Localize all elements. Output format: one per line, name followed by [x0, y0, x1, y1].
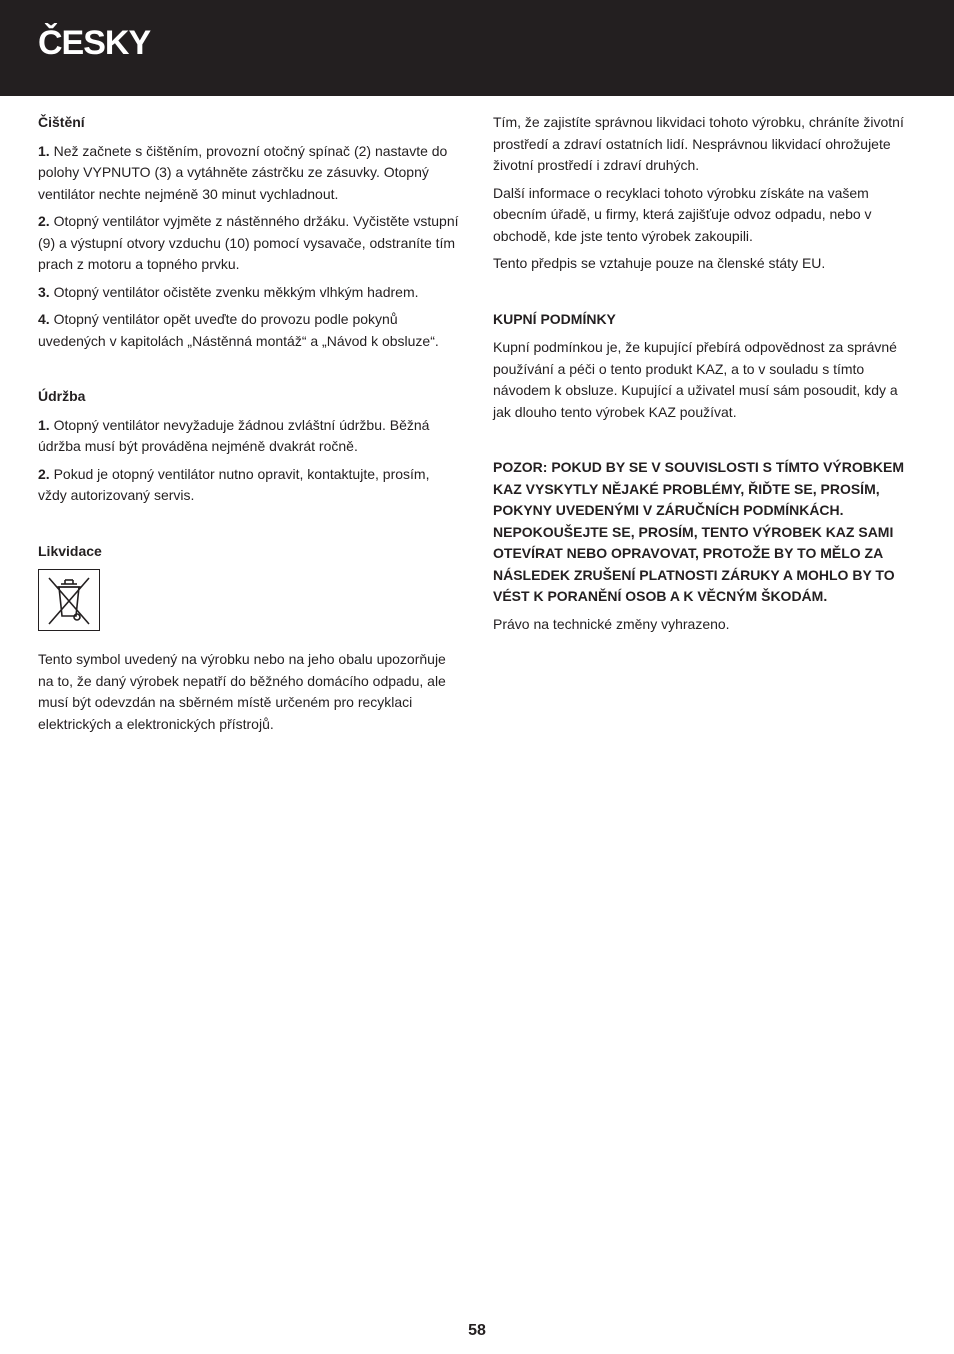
recycling-paragraph-2: Další informace o recyklaci tohoto výrobku získáte na vašem obecním úřadě, u firmy, která zajišťuje odvoz odpadu, nebo v obchodě, kde jste tento výrobek zakoupili. [493, 184, 872, 244]
step-number: 1. [38, 142, 50, 159]
step-number: 2. [38, 465, 50, 482]
step-number: 3. [38, 283, 50, 300]
page-header [0, 0, 954, 96]
maintenance-heading: Údržba [38, 388, 86, 404]
cleaning-step-3 [38, 282, 462, 304]
recycling-paragraph-3: Tento předpis se vztahuje pouze na členské státy EU. [493, 255, 826, 271]
step-text: Otopný ventilátor očistěte zvenku měkkým vlhkým hadrem. [49, 283, 419, 300]
maintenance-step-1 [38, 415, 462, 458]
cleaning-step-4 [38, 309, 462, 352]
recycling-paragraph-1: Tím, že zajistíte správnou likvidaci tohoto výrobku, chráníte životní prostředí a zdraví ostatních lidí. Nesprávnou likvidací ohrožujete životní prostředí i zdraví druhých. [493, 114, 904, 173]
purchase-terms-heading: KUPNÍ PODMÍNKY [493, 310, 616, 327]
cleaning-step-1 [38, 141, 462, 206]
maintenance-step-2 [38, 464, 462, 507]
cleaning-heading: Čištění [38, 114, 85, 130]
step-number: 4. [38, 311, 50, 327]
step-text: Otopný ventilátor opět uveďte do provozu podle pokynů uvedených v kapitolách „Nástěnná montáž“ a „Návod k obsluze“. [38, 311, 439, 349]
step-number: 2. [38, 213, 50, 229]
disposal-heading: Likvidace [38, 542, 102, 559]
technical-changes-note: Právo na technické změny vyhrazeno. [493, 615, 730, 632]
step-text: Otopný ventilátor vyjměte z nástěnného držáku. Vyčistěte vstupní (9) a výstupní otvory vzduchu (10) pomocí vysavače, odstraníte tím prach z motoru a topného prvku. [38, 213, 459, 272]
crossed-out-wheelie-bin-icon [38, 569, 100, 631]
cleaning-step-2 [38, 211, 462, 276]
page-title: ČESKY [38, 24, 151, 62]
left-column [38, 112, 462, 741]
step-text: Otopný ventilátor nevyžaduje žádnou zvláštní údržbu. Běžná údržba musí být prováděna nejméně dvakrát ročně. [38, 416, 430, 454]
page-number: 58 [468, 1322, 486, 1339]
right-column [493, 112, 919, 641]
disposal-text: Tento symbol uvedený na výrobku nebo na jeho obalu upozorňuje na to, že daný výrobek nepatří do běžného domácího odpadu, ale musí být odevzdán na sběrném místě určeném pro recyklaci elektrických a elektronických přístrojů. [38, 651, 446, 732]
step-number: 1. [38, 416, 50, 433]
warning-text: POZOR: POKUD BY SE V SOUVISLOSTI S TÍMTO VÝROBKEM KAZ VYSKYTLY NĚJAKÉ PROBLÉMY, ŘIĎTE SE, PROSÍM, POKYNY UVEDENÝMI V ZÁRUČNÍCH PODMÍNKÁCH. NEPOKOUŠEJTE SE, PROSÍM, TENTO VÝROBEK KAZ SAMI OTEVÍRAT NEBO OPRAVOVAT, PROTOŽE BY TO MĚLO ZA NÁSLEDEK ZRUŠENÍ PLATNOSTI ZÁRUKY A MOHLO BY TO VÉST K PORANĚNÍ OSOB A K VĚCNÝM ŠKODÁM. [493, 459, 904, 604]
purchase-terms-text: Kupní podmínkou je, že kupující přebírá odpovědnost za správné používání a péči o tento produkt KAZ, a to v souladu s tímto návodem k obsluze. Kupující a uživatel musí sám posoudit, kdy a jak dlouho tento výrobek KAZ používat. [493, 339, 898, 420]
step-text: Pokud je otopný ventilátor nutno opravit, kontaktujte, prosím, vždy autorizovaný servis. [38, 465, 430, 503]
step-text: Než začnete s čištěním, provozní otočný spínač (2) nastavte do polohy VYPNUTO (3) a vytáhněte zástrčku ze zásuvky. Otopný ventilátor nechte nejméně 30 minut vychladnout. [38, 142, 448, 202]
